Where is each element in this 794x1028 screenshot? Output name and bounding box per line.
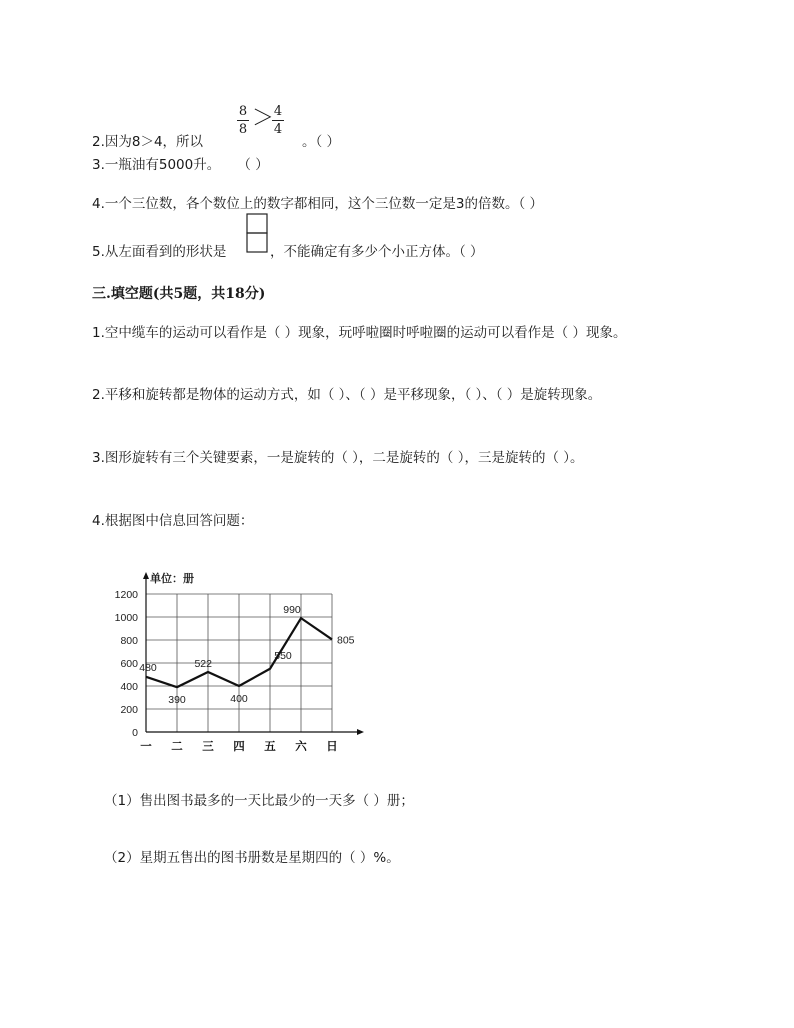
question-5-suffix: ，不能确定有多少个小正方体。（ ） xyxy=(270,244,484,260)
left-view-shape-icon xyxy=(246,213,270,255)
data-label: 805 xyxy=(337,634,355,647)
chart-grid xyxy=(146,594,332,732)
chart-unit-label: 单位：册 xyxy=(150,573,194,585)
y-tick-label: 1000 xyxy=(114,612,138,624)
fill-question-4: 4.根据图中信息回答问题： xyxy=(92,513,254,529)
x-tick-label: 五 xyxy=(264,741,276,753)
data-label: 480 xyxy=(139,661,157,674)
y-tick-label: 600 xyxy=(120,658,138,670)
y-tick-label: 1200 xyxy=(114,589,138,601)
fraction-numerator: 8 xyxy=(238,104,248,119)
question-4: 4.一个三位数，各个数位上的数字都相同，这个三位数一定是3的倍数。（ ） xyxy=(92,196,544,212)
sub-question-2: （2）星期五售出的图书册数是星期四的（ ）%。 xyxy=(104,850,400,866)
x-axis-arrow-icon xyxy=(357,729,364,735)
fraction-denominator: 4 xyxy=(273,122,283,137)
question-5-prefix: 5.从左面看到的形状是 xyxy=(92,244,227,260)
x-tick-label: 四 xyxy=(233,741,245,753)
data-label: 522 xyxy=(194,657,212,670)
data-label: 390 xyxy=(168,694,186,707)
sub-question-1: （1）售出图书最多的一天比最少的一天多（ ）册； xyxy=(104,793,414,809)
y-tick-label: 800 xyxy=(120,635,138,647)
question-2-suffix: 。（ ） xyxy=(302,134,341,150)
fraction-8-over-8 xyxy=(237,104,249,137)
question-2 xyxy=(92,130,203,150)
question-3: 3.一瓶油有5000升。 （ ） xyxy=(92,157,269,173)
fraction-bar xyxy=(237,120,249,121)
fraction-numerator: 4 xyxy=(273,104,283,119)
chart-axes xyxy=(143,572,364,735)
fraction-bar xyxy=(272,120,284,121)
x-tick-label: 三 xyxy=(202,741,214,753)
x-tick-label: 六 xyxy=(295,741,307,753)
fraction-4-over-4 xyxy=(272,104,284,137)
y-axis-arrow-icon xyxy=(143,572,149,579)
fill-question-3: 3.图形旋转有三个关键要素，一是旋转的（ ），二是旋转的（ ），三是旋转的（ ）。 xyxy=(92,450,584,466)
y-tick-label: 200 xyxy=(120,704,138,716)
fill-question-2: 2.平移和旋转都是物体的运动方式，如（ ）、（ ）是平移现象，（ ）、（ ）是旋转现象。 xyxy=(92,387,602,403)
x-tick-label: 二 xyxy=(171,741,183,753)
fill-question-1: 1.空中缆车的运动可以看作是（ ）现象，玩呼啦圈时呼啦圈的运动可以看作是（ ）现象。 xyxy=(92,325,627,341)
books-sold-line-chart xyxy=(100,568,370,758)
x-tick-label: 一 xyxy=(140,741,152,753)
x-tick-label: 日 xyxy=(326,741,338,753)
fraction-denominator: 8 xyxy=(238,122,248,137)
y-tick-label: 400 xyxy=(120,681,138,693)
y-tick-label: 0 xyxy=(132,727,138,739)
greater-than-sign: ＞ xyxy=(252,106,275,131)
chart-labels xyxy=(115,589,355,753)
data-label: 400 xyxy=(230,693,248,705)
data-label: 550 xyxy=(274,649,292,662)
section-3-heading: 三.填空题(共5题，共18分) xyxy=(92,286,266,302)
question-2-prefix: 2.因为8＞4，所以 xyxy=(92,134,204,150)
data-label: 990 xyxy=(283,604,301,617)
